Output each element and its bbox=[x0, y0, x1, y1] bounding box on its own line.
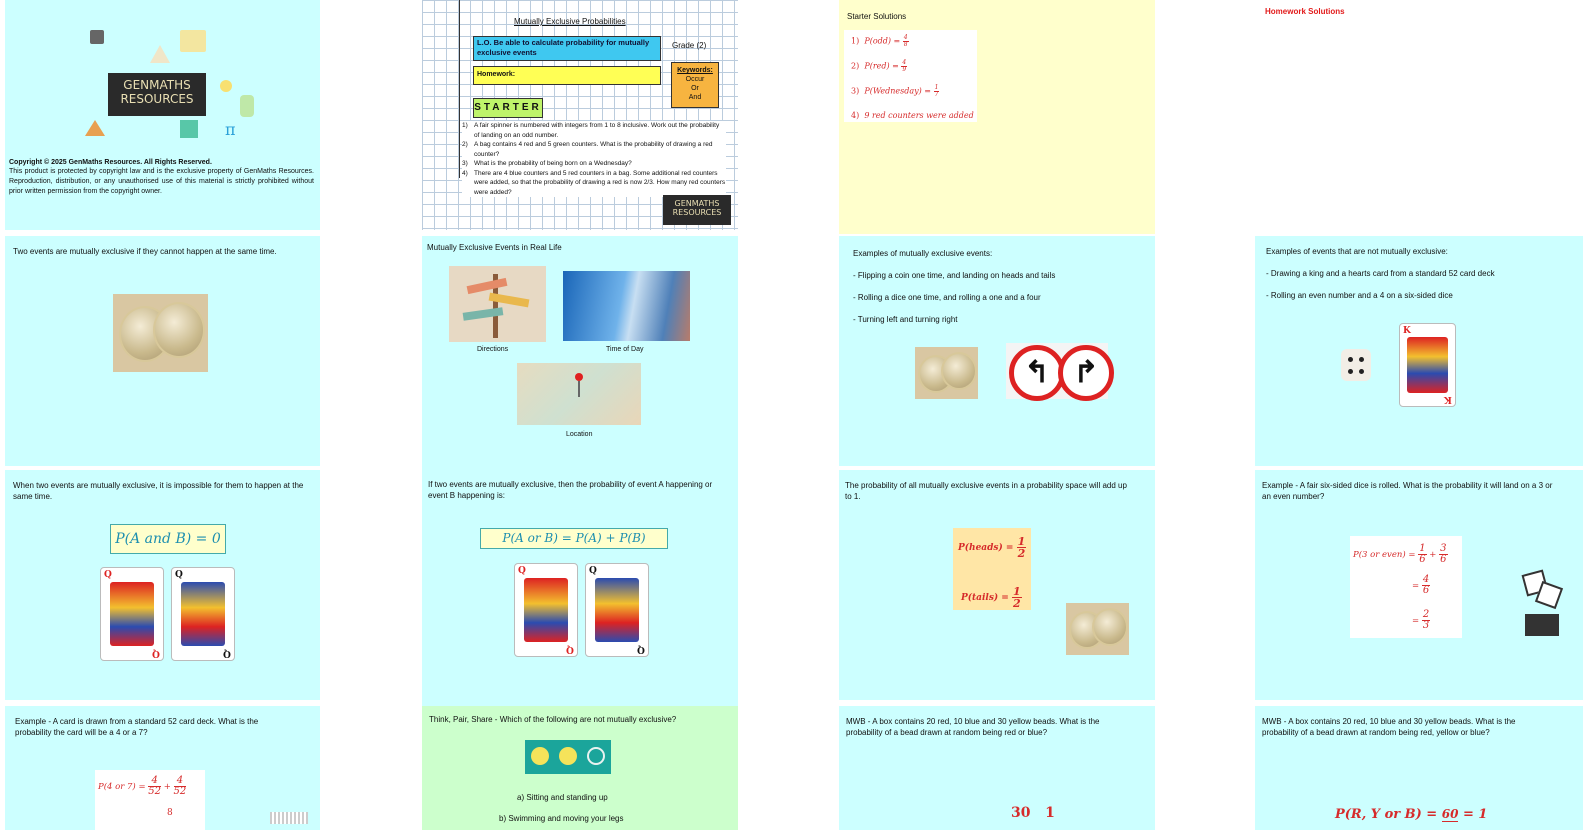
slide-16-mwb-all[interactable] bbox=[1255, 706, 1583, 830]
copyright-title: Copyright © 2025 GenMaths Resources. All Rights Reserved. bbox=[9, 159, 212, 166]
slide-14-think-pair-share[interactable] bbox=[422, 706, 738, 830]
example-item-1: - Flipping a coin one time, and landing on heads and tails bbox=[853, 271, 1056, 280]
caption-directions: Directions bbox=[477, 346, 509, 353]
slide-4-homework-solutions[interactable] bbox=[1255, 0, 1571, 230]
option-b: b) Swimming and moving your legs bbox=[499, 814, 624, 823]
heads-tails-panel: P(heads) = $\frac{1}{2}$ P(tails) = $\frac{1}{2}$ bbox=[953, 528, 1031, 610]
calculator-icon bbox=[90, 30, 104, 44]
dice-example-text: Example - A fair six-sided dice is rolled. What is the probability it will land on a 3 or an even number? bbox=[1262, 481, 1553, 501]
lesson-title: Mutually Exclusive Probabilities bbox=[514, 17, 626, 26]
cube-icon bbox=[180, 120, 198, 138]
examples-title: Examples of mutually exclusive events: bbox=[853, 249, 993, 258]
or-rule-formula: P(A or B) = P(A) + P(B) bbox=[480, 528, 668, 549]
ruler-icon bbox=[180, 30, 206, 52]
pi-icon: π bbox=[225, 120, 236, 139]
non-exclusive-title: Examples of events that are not mutually exclusive: bbox=[1266, 247, 1448, 256]
logo-line-1: GENMATHS bbox=[123, 78, 191, 92]
coins-image bbox=[915, 347, 978, 399]
slide-9-and-rule[interactable] bbox=[5, 470, 320, 700]
mini-logo-icon bbox=[270, 812, 308, 824]
slide-15-mwb-red-blue[interactable] bbox=[839, 706, 1155, 830]
turn-right-icon: ↱ bbox=[1058, 345, 1114, 401]
mwb-red-blue-working: 30 1 bbox=[1011, 805, 1055, 821]
bulb-icon bbox=[220, 80, 232, 92]
light-bulbs-icon bbox=[525, 740, 611, 774]
mwb-red-blue-text: MWB - A box contains 20 red, 10 blue and 30 yellow beads. What is the probability of a bead drawn at random being red or blue? bbox=[846, 717, 1100, 737]
solutions-panel: 1) P(odd) = $\frac{4}{8}$ 2) P(red) = $\frac{4}{9}$ 3) P(Wednesday) = $\frac{1}{7}$ 4) 9 red counters were added bbox=[844, 30, 977, 122]
starter-solutions-title: Starter Solutions bbox=[847, 12, 907, 21]
slide-7-examples-exclusive[interactable] bbox=[839, 236, 1155, 466]
coins-image bbox=[1066, 603, 1129, 655]
keywords-box: Keywords: Occur Or And bbox=[671, 62, 719, 108]
non-exclusive-item-2: - Rolling an even number and a 4 on a six-sided dice bbox=[1266, 291, 1453, 300]
slide-6-real-life[interactable] bbox=[422, 236, 738, 706]
slide-8-examples-not-exclusive[interactable] bbox=[1255, 236, 1583, 466]
time-of-day-image bbox=[563, 271, 690, 341]
caption-time-of-day: Time of Day bbox=[606, 346, 644, 353]
coins-image bbox=[113, 294, 208, 372]
sum-to-one-text: The probability of all mutually exclusive events in a probability space will add up to 1. bbox=[845, 481, 1127, 501]
homework-solutions-title: Homework Solutions bbox=[1265, 7, 1345, 16]
dice-working-panel: P(3 or even) = $\frac{1}{6}$ + $\frac{3}{6}$ = $\frac{4}{6}$ = $\frac{2}{3}$ bbox=[1350, 536, 1462, 638]
dice-icon bbox=[1341, 349, 1371, 381]
starter-questions: 1) A fair spinner is numbered with integers from 1 to 8 inclusive. Work out the probability of landing on an odd number. 2) A bag contains 4 red and 5 green counters. What is the probability of drawing a red counter? 3) What is the probability of being born on a Wednesday? 4) There are 4 blue counters and 5 red counters in a bag. Some additional red counters were added, so that the probability of drawing a red is now 2/3. How many red counters were added? bbox=[462, 122, 726, 196]
real-life-title: Mutually Exclusive Events in Real Life bbox=[427, 243, 562, 252]
queen-of-hearts-card: Q Q bbox=[514, 563, 578, 657]
example-item-3: - Turning left and turning right bbox=[853, 315, 958, 324]
caption-location: Location bbox=[566, 431, 593, 438]
or-rule-text: If two events are mutually exclusive, then the probability of event A happening or event B happening is: bbox=[428, 480, 713, 500]
slide-13-card-example[interactable] bbox=[5, 706, 320, 830]
directions-image bbox=[449, 266, 546, 342]
non-exclusive-item-1: - Drawing a king and a hearts card from a standard 52 card deck bbox=[1266, 269, 1495, 278]
bulb-icon bbox=[587, 747, 605, 765]
slide-3-starter-solutions[interactable] bbox=[839, 0, 1155, 234]
margin-line bbox=[459, 0, 460, 178]
example-item-2: - Rolling a dice one time, and rolling a one and a four bbox=[853, 293, 1041, 302]
coin-icon bbox=[153, 302, 205, 358]
location-image bbox=[517, 363, 641, 425]
queen-of-hearts-card: Q Q bbox=[100, 567, 164, 661]
mwb-all-working: P(R, Y or B) = 60 = 1 bbox=[1335, 807, 1488, 822]
queen-of-spades-card: Q Q bbox=[171, 567, 235, 661]
bulb-icon bbox=[559, 747, 577, 765]
king-of-hearts-card: K K bbox=[1399, 323, 1456, 407]
definition-text: Two events are mutually exclusive if they cannot happen at the same time. bbox=[13, 247, 277, 256]
think-pair-share-text: Think, Pair, Share - Which of the following are not mutually exclusive? bbox=[429, 715, 677, 724]
genmaths-logo bbox=[108, 73, 206, 116]
slide-5-definition[interactable] bbox=[5, 236, 320, 466]
pyramid-icon bbox=[85, 120, 105, 136]
logo-line-2: RESOURCES bbox=[120, 92, 194, 106]
homework-box: Homework: bbox=[473, 66, 661, 85]
slide-12-dice-example[interactable] bbox=[1255, 470, 1583, 700]
copyright-body: This product is protected by copyright law and is the exclusive property of GenMaths Resources. Reproduction, distribution, or any unauthorised use of this material is strictly prohibited without prior written permission from the copyright owner. bbox=[9, 168, 314, 195]
option-a: a) Sitting and standing up bbox=[517, 793, 608, 802]
mwb-all-text: MWB - A box contains 20 red, 10 blue and 30 yellow beads. What is the probability of a bead drawn at random being red, yellow or blue? bbox=[1262, 717, 1516, 737]
card-example-text: Example - A card is drawn from a standard 52 card deck. What is the probability the card will be a 4 or a 7? bbox=[15, 717, 259, 737]
map-pin-icon bbox=[575, 373, 583, 381]
cylinder-icon bbox=[240, 95, 254, 117]
learning-objective: L.O. Be able to calculate probability for mutually exclusive events bbox=[473, 36, 661, 61]
starter-label: STARTER bbox=[473, 98, 543, 118]
mini-logo-icon bbox=[1525, 614, 1559, 636]
dice-pair-icon bbox=[1524, 570, 1560, 606]
and-rule-formula: P(A and B) = 0 bbox=[110, 524, 226, 554]
bulb-icon bbox=[531, 747, 549, 765]
card-working-panel: P(4 or 7) = $\frac{4}{52}$ + $\frac{4}{52}$ 8 bbox=[95, 770, 205, 830]
turn-left-icon: ↰ bbox=[1009, 345, 1065, 401]
queen-of-spades-card: Q Q bbox=[585, 563, 649, 657]
genmaths-logo-small: GENMATHS RESOURCES bbox=[663, 195, 731, 225]
turn-signs-image bbox=[1006, 343, 1108, 399]
triangle-icon bbox=[150, 45, 170, 63]
and-rule-text: When two events are mutually exclusive, it is impossible for them to happen at the same time. bbox=[13, 481, 304, 501]
slide-1-title[interactable] bbox=[5, 0, 320, 230]
slide-11-sum-to-one[interactable] bbox=[839, 470, 1155, 700]
grade-label: Grade (2) bbox=[672, 41, 707, 50]
slide-2-lesson-intro[interactable] bbox=[422, 0, 738, 230]
